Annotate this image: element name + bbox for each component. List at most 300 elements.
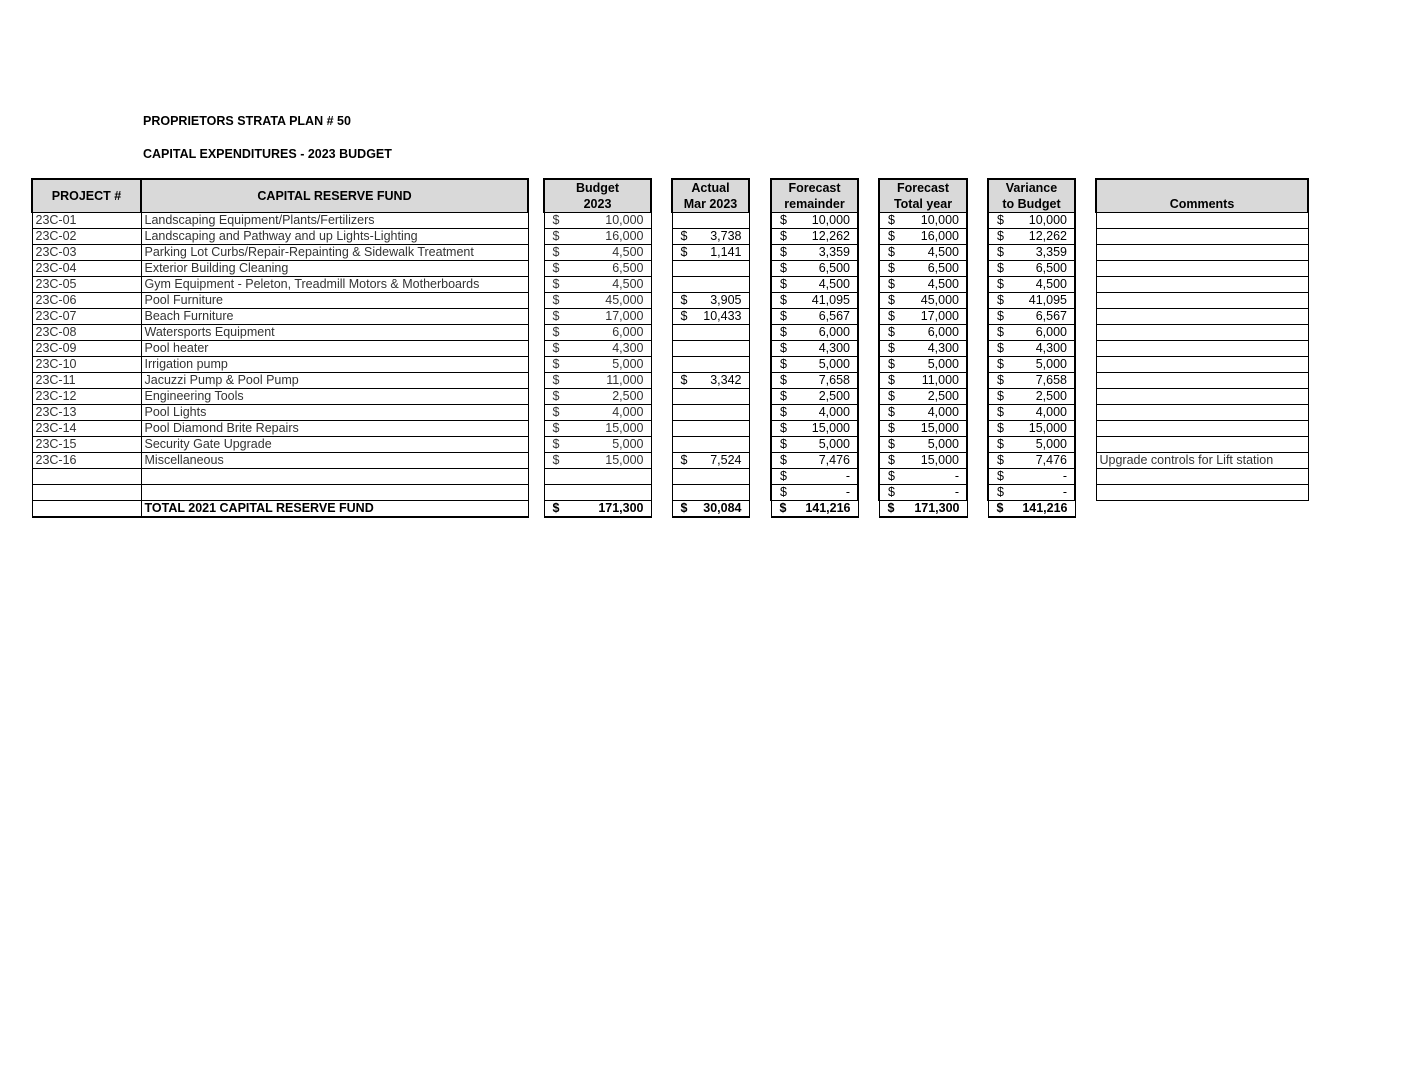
total-forecast-remainder-value: 141,216 — [805, 501, 851, 515]
currency-symbol: $ — [888, 373, 895, 387]
table-row — [879, 389, 967, 405]
comment-cell — [1096, 212, 1308, 228]
forecast-remainder-cell-value: 5,000 — [818, 357, 850, 371]
currency-symbol: $ — [552, 389, 560, 403]
currency-symbol: $ — [997, 469, 1004, 483]
currency-symbol: $ — [997, 309, 1004, 323]
project-number: 23C-03 — [32, 244, 141, 260]
budget-cell-value: 45,000 — [605, 293, 644, 307]
budget-cell-value: 6,000 — [612, 325, 644, 339]
actual-block — [671, 178, 750, 518]
project-number: 23C-08 — [32, 324, 141, 340]
project-number: 23C-02 — [32, 228, 141, 244]
table-row — [988, 341, 1075, 357]
table-row — [32, 308, 528, 324]
currency-symbol: $ — [997, 357, 1004, 371]
forecast-total-cell-value: 16,000 — [920, 229, 959, 243]
variance-cell — [988, 421, 1075, 437]
currency-symbol: $ — [780, 405, 787, 419]
table-row — [672, 421, 749, 437]
budget-cell-value: 5,000 — [612, 357, 644, 371]
currency-symbol: $ — [780, 357, 787, 371]
variance-cell — [988, 453, 1075, 469]
currency-symbol: $ — [888, 245, 895, 259]
table-row — [544, 245, 651, 261]
forecast-total-cell — [879, 293, 967, 309]
budget-cell — [544, 261, 651, 277]
table-row — [988, 453, 1075, 469]
forecast-total-cell — [879, 453, 967, 469]
actual-cell — [672, 229, 749, 245]
table-row — [32, 404, 528, 420]
budget-cell — [544, 341, 651, 357]
table-row — [672, 213, 749, 229]
budget-cell-value: 16,000 — [605, 229, 644, 243]
forecast-remainder-cell-value: 3,359 — [818, 245, 850, 259]
comment-cell — [1096, 340, 1308, 356]
comment-cell — [1096, 324, 1308, 340]
forecast-total-cell-value: 11,000 — [921, 373, 959, 387]
currency-symbol: $ — [888, 325, 895, 339]
table-row — [544, 373, 651, 389]
comment-cell: Upgrade controls for Lift station — [1096, 452, 1308, 468]
project-block — [31, 178, 529, 518]
currency-symbol: $ — [997, 277, 1004, 291]
forecast-remainder-cell — [771, 469, 858, 485]
budget-cell-value: 11,000 — [606, 373, 644, 387]
total-forecast-total — [879, 501, 967, 518]
currency-symbol: $ — [888, 277, 895, 291]
table-row — [672, 229, 749, 245]
comment-cell — [1096, 404, 1308, 420]
table-row — [879, 229, 967, 245]
table-row — [1096, 388, 1308, 404]
budget-cell — [544, 325, 651, 341]
table-row — [1096, 356, 1308, 372]
budget-block — [543, 178, 652, 518]
header-variance: Variance to Budget — [988, 179, 1075, 213]
table-row — [771, 453, 858, 469]
variance-block — [987, 178, 1076, 518]
actual-cell-value: 3,738 — [710, 229, 742, 243]
table-row — [1096, 244, 1308, 260]
forecast-total-cell — [879, 357, 967, 373]
forecast-remainder-cell-value: 15,000 — [811, 421, 850, 435]
forecast-remainder-cell — [771, 229, 858, 245]
currency-symbol: $ — [780, 437, 787, 451]
project-description: Security Gate Upgrade — [141, 436, 528, 452]
forecast-total-cell-value: 4,500 — [927, 277, 959, 291]
variance-cell-value: 41,095 — [1028, 293, 1067, 307]
total-row — [988, 501, 1075, 518]
currency-symbol: $ — [997, 261, 1004, 275]
variance-cell — [988, 405, 1075, 421]
budget-cell — [544, 405, 651, 421]
table-row — [672, 405, 749, 421]
forecast-total-cell-value: 45,000 — [920, 293, 959, 307]
currency-symbol: $ — [680, 373, 688, 387]
project-description: Jacuzzi Pump & Pool Pump — [141, 372, 528, 388]
table-row — [32, 292, 528, 308]
forecast-remainder-cell-value: 6,567 — [818, 309, 850, 323]
currency-symbol: $ — [780, 245, 787, 259]
total-variance — [988, 501, 1075, 518]
forecast-total-cell — [879, 277, 967, 293]
budget-cell-value: 15,000 — [605, 421, 644, 435]
forecast-remainder-block — [770, 178, 859, 518]
currency-symbol: $ — [779, 501, 787, 515]
table-row — [771, 485, 858, 501]
variance-cell-value: 2,500 — [1035, 389, 1067, 403]
forecast-total-block — [878, 178, 968, 518]
forecast-total-cell-value: 5,000 — [927, 357, 959, 371]
table-row — [771, 469, 858, 485]
table-row — [879, 453, 967, 469]
actual-cell — [672, 213, 749, 229]
table-row — [988, 469, 1075, 485]
actual-cell — [672, 341, 749, 357]
table-row — [988, 261, 1075, 277]
currency-symbol: $ — [552, 261, 560, 275]
currency-symbol: $ — [888, 357, 895, 371]
forecast-remainder-cell — [771, 261, 858, 277]
table-row — [672, 341, 749, 357]
currency-symbol: $ — [997, 437, 1004, 451]
variance-cell-value: 6,500 — [1035, 261, 1067, 275]
currency-symbol: $ — [780, 229, 787, 243]
table-row — [672, 309, 749, 325]
forecast-remainder-cell-value: 41,095 — [811, 293, 850, 307]
forecast-remainder-cell — [771, 421, 858, 437]
budget-cell — [544, 485, 651, 501]
table-row — [879, 309, 967, 325]
table-row — [544, 421, 651, 437]
project-number: 23C-14 — [32, 420, 141, 436]
table-row — [544, 229, 651, 245]
table-row — [879, 325, 967, 341]
forecast-total-cell — [879, 261, 967, 277]
table-row — [1096, 452, 1308, 468]
header-comments: Comments — [1096, 179, 1308, 212]
forecast-remainder-cell — [771, 309, 858, 325]
table-row — [32, 244, 528, 260]
report-title: PROPRIETORS STRATA PLAN # 50 — [143, 114, 351, 128]
forecast-remainder-cell — [771, 405, 858, 421]
table-row — [988, 485, 1075, 501]
variance-cell — [988, 437, 1075, 453]
table-row — [988, 293, 1075, 309]
forecast-total-cell — [879, 245, 967, 261]
currency-symbol: $ — [552, 437, 560, 451]
table-row — [879, 245, 967, 261]
comment-cell — [1096, 388, 1308, 404]
project-number: 23C-07 — [32, 308, 141, 324]
table-row — [1096, 340, 1308, 356]
table-row — [879, 213, 967, 229]
table-row — [988, 245, 1075, 261]
budget-cell — [544, 389, 651, 405]
actual-cell — [672, 261, 749, 277]
table-row — [32, 212, 528, 228]
variance-cell — [988, 469, 1075, 485]
currency-symbol: $ — [887, 501, 895, 515]
table-row — [771, 245, 858, 261]
table-row — [544, 309, 651, 325]
forecast-total-cell — [879, 373, 967, 389]
variance-cell-value: 10,000 — [1028, 213, 1067, 227]
table-row — [771, 277, 858, 293]
actual-cell — [672, 277, 749, 293]
project-number: 23C-16 — [32, 452, 141, 468]
variance-cell-value: 6,567 — [1035, 309, 1067, 323]
currency-symbol: $ — [552, 405, 560, 419]
forecast-total-cell — [879, 437, 967, 453]
variance-cell — [988, 485, 1075, 501]
actual-cell-value: 3,905 — [710, 293, 742, 307]
comment-cell — [1096, 356, 1308, 372]
currency-symbol: $ — [997, 245, 1004, 259]
table-row — [672, 485, 749, 501]
table-row — [771, 389, 858, 405]
currency-symbol: $ — [888, 389, 895, 403]
table-row — [544, 453, 651, 469]
table-row — [988, 325, 1075, 341]
table-row — [879, 485, 967, 501]
total-project-cell — [32, 500, 141, 517]
project-description: Miscellaneous — [141, 452, 528, 468]
variance-cell-value: 7,476 — [1035, 453, 1067, 467]
forecast-remainder-cell — [771, 485, 858, 501]
table-row — [672, 437, 749, 453]
project-number: 23C-06 — [32, 292, 141, 308]
currency-symbol: $ — [680, 501, 688, 515]
table-row — [879, 277, 967, 293]
actual-cell-value: 3,342 — [710, 373, 742, 387]
actual-cell — [672, 485, 749, 501]
table-row — [771, 229, 858, 245]
currency-symbol: $ — [780, 469, 787, 483]
currency-symbol: $ — [888, 453, 895, 467]
project-description: Irrigation pump — [141, 356, 528, 372]
table-row — [32, 452, 528, 468]
variance-cell — [988, 389, 1075, 405]
variance-cell — [988, 245, 1075, 261]
currency-symbol: $ — [780, 421, 787, 435]
table-row — [1096, 484, 1308, 500]
header-forecast-total: Forecast Total year — [879, 179, 967, 213]
currency-symbol: $ — [780, 485, 787, 499]
currency-symbol: $ — [997, 485, 1004, 499]
forecast-remainder-cell-value: 12,262 — [811, 229, 850, 243]
table-row — [32, 356, 528, 372]
forecast-remainder-cell — [771, 341, 858, 357]
budget-cell-value: 4,500 — [612, 277, 644, 291]
actual-cell — [672, 453, 749, 469]
comment-cell — [1096, 436, 1308, 452]
table-row — [879, 341, 967, 357]
currency-symbol: $ — [552, 421, 560, 435]
budget-cell — [544, 293, 651, 309]
table-row — [32, 228, 528, 244]
currency-symbol: $ — [996, 501, 1004, 515]
comment-cell — [1096, 420, 1308, 436]
forecast-total-cell-value: 15,000 — [920, 453, 959, 467]
budget-cell-value: 10,000 — [605, 213, 644, 227]
header-forecast-remainder: Forecast remainder — [771, 179, 858, 213]
table-row — [988, 405, 1075, 421]
table-row — [544, 293, 651, 309]
currency-symbol: $ — [552, 309, 560, 323]
project-description: Engineering Tools — [141, 388, 528, 404]
forecast-remainder-cell-value: 4,300 — [818, 341, 850, 355]
total-budget — [544, 501, 651, 518]
actual-cell — [672, 469, 749, 485]
table-row — [771, 213, 858, 229]
comments-block — [1095, 178, 1309, 501]
currency-symbol: $ — [888, 213, 895, 227]
currency-symbol: $ — [680, 245, 688, 259]
total-forecast-remainder — [771, 501, 858, 518]
currency-symbol: $ — [997, 421, 1004, 435]
currency-symbol: $ — [997, 293, 1004, 307]
currency-symbol: $ — [552, 453, 560, 467]
project-number — [32, 484, 141, 500]
currency-symbol: $ — [888, 485, 895, 499]
table-row — [672, 469, 749, 485]
currency-symbol: $ — [997, 229, 1004, 243]
currency-symbol: $ — [997, 405, 1004, 419]
forecast-total-cell-value: 6,500 — [927, 261, 959, 275]
project-description: Parking Lot Curbs/Repair-Repainting & Sidewalk Treatment — [141, 244, 528, 260]
currency-symbol: $ — [552, 213, 560, 227]
table-row — [672, 245, 749, 261]
forecast-remainder-cell — [771, 293, 858, 309]
currency-symbol: $ — [780, 453, 787, 467]
budget-cell — [544, 309, 651, 325]
table-row — [1096, 308, 1308, 324]
variance-cell-value: 3,359 — [1035, 245, 1067, 259]
currency-symbol: $ — [680, 453, 688, 467]
currency-symbol: $ — [997, 325, 1004, 339]
budget-cell-value: 4,000 — [612, 405, 644, 419]
table-row — [771, 325, 858, 341]
forecast-total-cell-value: - — [954, 469, 959, 483]
project-number: 23C-11 — [32, 372, 141, 388]
currency-symbol: $ — [888, 421, 895, 435]
table-row — [879, 357, 967, 373]
currency-symbol: $ — [552, 357, 560, 371]
forecast-total-cell — [879, 485, 967, 501]
actual-cell — [672, 357, 749, 373]
table-row — [544, 341, 651, 357]
budget-cell — [544, 421, 651, 437]
table-row — [672, 325, 749, 341]
table-row — [988, 277, 1075, 293]
currency-symbol: $ — [780, 309, 787, 323]
table-row — [672, 453, 749, 469]
forecast-remainder-cell-value: 4,500 — [818, 277, 850, 291]
variance-cell — [988, 373, 1075, 389]
currency-symbol: $ — [552, 245, 560, 259]
currency-symbol: $ — [552, 229, 560, 243]
currency-symbol: $ — [552, 293, 560, 307]
table-row — [988, 373, 1075, 389]
budget-cell — [544, 229, 651, 245]
table-row — [1096, 276, 1308, 292]
currency-symbol: $ — [780, 261, 787, 275]
table-row — [771, 261, 858, 277]
forecast-total-cell-value: 5,000 — [927, 437, 959, 451]
currency-symbol: $ — [552, 325, 560, 339]
currency-symbol: $ — [780, 293, 787, 307]
variance-cell-value: 4,500 — [1035, 277, 1067, 291]
budget-cell — [544, 469, 651, 485]
currency-symbol: $ — [888, 229, 895, 243]
comment-cell — [1096, 484, 1308, 500]
table-row — [544, 485, 651, 501]
total-row — [544, 501, 651, 518]
project-description: Landscaping Equipment/Plants/Fertilizers — [141, 212, 528, 228]
budget-cell-value: 17,000 — [605, 309, 644, 323]
table-row — [988, 389, 1075, 405]
table-row — [544, 405, 651, 421]
total-actual — [672, 501, 749, 518]
table-row — [544, 325, 651, 341]
currency-symbol: $ — [997, 389, 1004, 403]
actual-cell — [672, 309, 749, 325]
forecast-total-cell-value: 4,500 — [927, 245, 959, 259]
actual-cell — [672, 325, 749, 341]
project-number: 23C-10 — [32, 356, 141, 372]
table-row — [988, 309, 1075, 325]
budget-cell-value: 2,500 — [612, 389, 644, 403]
currency-symbol: $ — [888, 437, 895, 451]
budget-cell — [544, 453, 651, 469]
table-row — [32, 276, 528, 292]
forecast-remainder-cell — [771, 325, 858, 341]
table-row — [32, 468, 528, 484]
actual-cell — [672, 389, 749, 405]
variance-cell-value: - — [1062, 485, 1067, 499]
forecast-remainder-cell — [771, 373, 858, 389]
table-row — [544, 437, 651, 453]
forecast-total-cell-value: 15,000 — [920, 421, 959, 435]
currency-symbol: $ — [680, 229, 688, 243]
table-row — [544, 277, 651, 293]
budget-cell-value: 4,500 — [612, 245, 644, 259]
variance-cell-value: 5,000 — [1035, 357, 1067, 371]
table-row — [32, 484, 528, 500]
comment-cell — [1096, 228, 1308, 244]
budget-cell — [544, 277, 651, 293]
table-row — [672, 389, 749, 405]
table-row — [1096, 292, 1308, 308]
table-row — [988, 213, 1075, 229]
currency-symbol: $ — [552, 341, 560, 355]
forecast-remainder-cell — [771, 213, 858, 229]
budget-cell-value: 15,000 — [605, 453, 644, 467]
forecast-total-cell — [879, 405, 967, 421]
currency-symbol: $ — [888, 469, 895, 483]
total-forecast-total-value: 171,300 — [914, 501, 960, 515]
budget-cell — [544, 245, 651, 261]
forecast-total-cell-value: 6,000 — [927, 325, 959, 339]
header-capital-reserve-fund: CAPITAL RESERVE FUND — [141, 179, 528, 212]
project-description: Pool Furniture — [141, 292, 528, 308]
project-number: 23C-01 — [32, 212, 141, 228]
variance-cell — [988, 277, 1075, 293]
project-description — [141, 484, 528, 500]
